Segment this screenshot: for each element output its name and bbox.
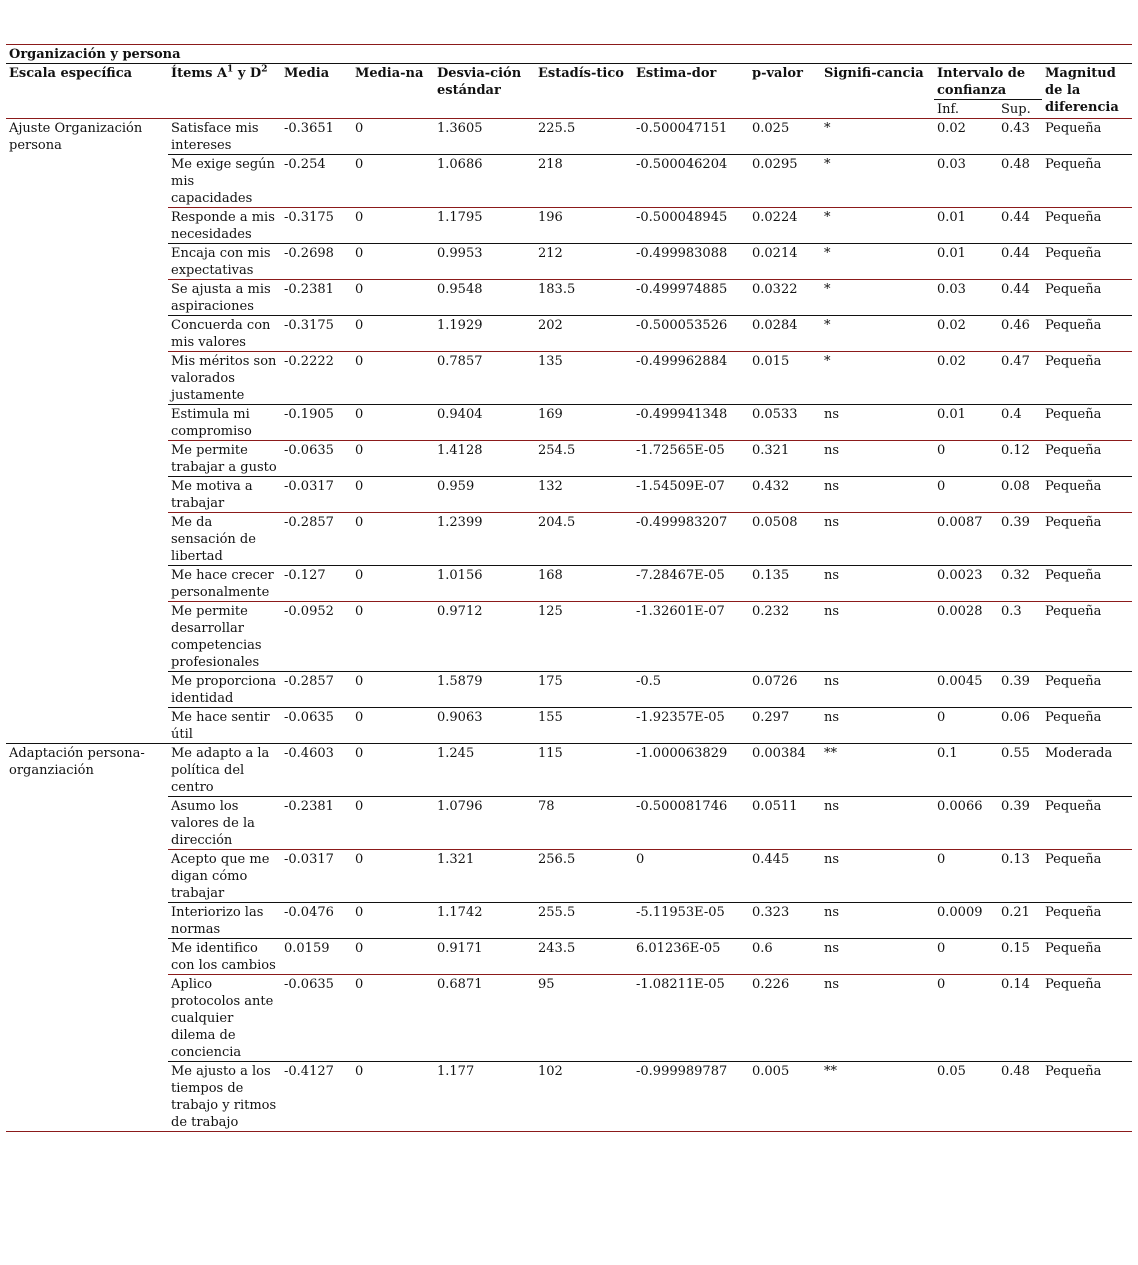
estadistico-cell: 202	[535, 316, 633, 352]
header-pvalor: p-valor	[749, 64, 821, 119]
significancia-cell: ns	[821, 477, 934, 513]
item-cell: Asumo los valores de la dirección	[168, 797, 281, 850]
estimador-cell: 6.01236E-05	[633, 939, 749, 975]
estimador-cell: -1.08211E-05	[633, 975, 749, 1062]
estadistico-cell: 78	[535, 797, 633, 850]
media-cell: 0.0159	[281, 939, 352, 975]
magnitud-cell: Pequeña	[1042, 708, 1132, 744]
mediana-cell: 0	[352, 1062, 434, 1132]
header-items: Ítems $A^1$ y $D^2$	[168, 64, 281, 119]
desviacion-cell: 1.4128	[434, 441, 535, 477]
mediana-cell: 0	[352, 850, 434, 903]
significancia-cell: *	[821, 280, 934, 316]
desviacion-cell: 0.9171	[434, 939, 535, 975]
sup-cell: 0.46	[998, 316, 1042, 352]
significancia-cell: *	[821, 352, 934, 405]
inf-cell: 0.05	[934, 1062, 998, 1132]
mediana-cell: 0	[352, 244, 434, 280]
table-row	[6, 566, 1132, 602]
header-magnitud: Magnitud de la diferencia	[1042, 64, 1132, 119]
magnitud-cell: Pequeña	[1042, 477, 1132, 513]
media-cell: -0.4127	[281, 1062, 352, 1132]
media-cell: -0.0635	[281, 708, 352, 744]
estadistico-cell: 183.5	[535, 280, 633, 316]
table-row	[6, 477, 1132, 513]
table-row	[6, 208, 1132, 244]
magnitud-cell: Pequeña	[1042, 975, 1132, 1062]
desviacion-cell: 0.9712	[434, 602, 535, 672]
magnitud-cell: Pequeña	[1042, 244, 1132, 280]
header-desviacion: Desvia-ción estándar	[434, 64, 535, 119]
item-cell: Acepto que me digan cómo trabajar	[168, 850, 281, 903]
desviacion-cell: 0.6871	[434, 975, 535, 1062]
significancia-cell: ns	[821, 850, 934, 903]
table-row	[6, 316, 1132, 352]
item-cell: Concuerda con mis valores	[168, 316, 281, 352]
estimador-cell: -7.28467E-05	[633, 566, 749, 602]
magnitud-cell: Pequeña	[1042, 513, 1132, 566]
significancia-cell: ns	[821, 441, 934, 477]
pvalor-cell: 0.323	[749, 903, 821, 939]
desviacion-cell: 1.0686	[434, 155, 535, 208]
estimador-cell: -0.500046204	[633, 155, 749, 208]
item-cell: Mis méritos son valorados justamente	[168, 352, 281, 405]
significancia-cell: ns	[821, 602, 934, 672]
pvalor-cell: 0.0295	[749, 155, 821, 208]
estadistico-cell: 218	[535, 155, 633, 208]
pvalor-cell: 0.0533	[749, 405, 821, 441]
table-row	[6, 441, 1132, 477]
magnitud-cell: Pequeña	[1042, 405, 1132, 441]
magnitud-cell: Pequeña	[1042, 208, 1132, 244]
desviacion-cell: 1.3605	[434, 119, 535, 155]
pvalor-cell: 0.0224	[749, 208, 821, 244]
significancia-cell: ns	[821, 939, 934, 975]
header-escala: Escala específica	[6, 64, 168, 119]
desviacion-cell: 0.7857	[434, 352, 535, 405]
pvalor-cell: 0.232	[749, 602, 821, 672]
inf-cell: 0	[934, 939, 998, 975]
media-cell: -0.127	[281, 566, 352, 602]
mediana-cell: 0	[352, 797, 434, 850]
magnitud-cell: Pequeña	[1042, 280, 1132, 316]
estimador-cell: -5.11953E-05	[633, 903, 749, 939]
estadistico-cell: 95	[535, 975, 633, 1062]
inf-cell: 0.01	[934, 208, 998, 244]
desviacion-cell: 0.9548	[434, 280, 535, 316]
table-row	[6, 975, 1132, 1062]
sup-cell: 0.06	[998, 708, 1042, 744]
estimador-cell: -0.500081746	[633, 797, 749, 850]
desviacion-cell: 1.2399	[434, 513, 535, 566]
media-cell: -0.4603	[281, 744, 352, 797]
item-cell: Satisface mis intereses	[168, 119, 281, 155]
desviacion-cell: 0.9063	[434, 708, 535, 744]
media-cell: -0.2698	[281, 244, 352, 280]
significancia-cell: *	[821, 155, 934, 208]
estadistico-cell: 196	[535, 208, 633, 244]
media-cell: -0.0952	[281, 602, 352, 672]
item-cell: Encaja con mis expectativas	[168, 244, 281, 280]
estadistico-cell: 102	[535, 1062, 633, 1132]
significancia-cell: ns	[821, 672, 934, 708]
sup-cell: 0.44	[998, 208, 1042, 244]
magnitud-cell: Pequeña	[1042, 352, 1132, 405]
inf-cell: 0	[934, 708, 998, 744]
estadistico-cell: 254.5	[535, 441, 633, 477]
table-row	[6, 708, 1132, 744]
mediana-cell: 0	[352, 280, 434, 316]
estadistico-cell: 212	[535, 244, 633, 280]
mediana-cell: 0	[352, 566, 434, 602]
inf-cell: 0.01	[934, 405, 998, 441]
media-cell: -0.2381	[281, 797, 352, 850]
media-cell: -0.0635	[281, 975, 352, 1062]
significancia-cell: *	[821, 316, 934, 352]
pvalor-cell: 0.00384	[749, 744, 821, 797]
sup-cell: 0.55	[998, 744, 1042, 797]
pvalor-cell: 0.226	[749, 975, 821, 1062]
significancia-cell: *	[821, 208, 934, 244]
estadistico-cell: 168	[535, 566, 633, 602]
pvalor-cell: 0.025	[749, 119, 821, 155]
magnitud-cell: Pequeña	[1042, 602, 1132, 672]
media-cell: -0.3175	[281, 316, 352, 352]
significancia-cell: ns	[821, 405, 934, 441]
desviacion-cell: 0.9404	[434, 405, 535, 441]
sup-cell: 0.15	[998, 939, 1042, 975]
header-inf: Inf.	[934, 100, 998, 119]
estimador-cell: -0.499983088	[633, 244, 749, 280]
magnitud-cell: Pequeña	[1042, 155, 1132, 208]
item-cell: Aplico protocolos ante cualquier dilema de conciencia	[168, 975, 281, 1062]
desviacion-cell: 1.245	[434, 744, 535, 797]
sup-cell: 0.12	[998, 441, 1042, 477]
table-row	[6, 155, 1132, 208]
table-row	[6, 244, 1132, 280]
estimador-cell: -0.499983207	[633, 513, 749, 566]
significancia-cell: ns	[821, 708, 934, 744]
item-cell: Interiorizo las normas	[168, 903, 281, 939]
magnitud-cell: Moderada	[1042, 744, 1132, 797]
item-cell: Me exige según mis capacidades	[168, 155, 281, 208]
media-cell: -0.1905	[281, 405, 352, 441]
pvalor-cell: 0.6	[749, 939, 821, 975]
inf-cell: 0.1	[934, 744, 998, 797]
item-cell: Me hace crecer personalmente	[168, 566, 281, 602]
inf-cell: 0.0028	[934, 602, 998, 672]
header-estadistico: Estadís-tico	[535, 64, 633, 119]
magnitud-cell: Pequeña	[1042, 566, 1132, 602]
sup-cell: 0.13	[998, 850, 1042, 903]
media-cell: -0.254	[281, 155, 352, 208]
estimador-cell: -0.499941348	[633, 405, 749, 441]
estimador-cell: -0.499962884	[633, 352, 749, 405]
sup-cell: 0.39	[998, 672, 1042, 708]
sup-cell: 0.43	[998, 119, 1042, 155]
mediana-cell: 0	[352, 316, 434, 352]
pvalor-cell: 0.0508	[749, 513, 821, 566]
table-row	[6, 797, 1132, 850]
desviacion-cell: 1.1795	[434, 208, 535, 244]
sup-cell: 0.48	[998, 1062, 1042, 1132]
sup-cell: 0.4	[998, 405, 1042, 441]
pvalor-cell: 0.297	[749, 708, 821, 744]
desviacion-cell: 0.959	[434, 477, 535, 513]
estimador-cell: -1.000063829	[633, 744, 749, 797]
inf-cell: 0.02	[934, 352, 998, 405]
magnitud-cell: Pequeña	[1042, 441, 1132, 477]
inf-cell: 0.03	[934, 280, 998, 316]
estadistico-cell: 155	[535, 708, 633, 744]
mediana-cell: 0	[352, 975, 434, 1062]
estadistico-cell: 243.5	[535, 939, 633, 975]
table-row	[6, 513, 1132, 566]
desviacion-cell: 1.1742	[434, 903, 535, 939]
table-row	[6, 119, 1132, 155]
header-media: Media	[281, 64, 352, 119]
pvalor-cell: 0.005	[749, 1062, 821, 1132]
mediana-cell: 0	[352, 441, 434, 477]
estimador-cell: -0.499974885	[633, 280, 749, 316]
magnitud-cell: Pequeña	[1042, 850, 1132, 903]
item-cell: Me ajusto a los tiempos de trabajo y ritmos de trabajo	[168, 1062, 281, 1132]
media-cell: -0.3651	[281, 119, 352, 155]
item-cell: Me hace sentir útil	[168, 708, 281, 744]
sup-cell: 0.3	[998, 602, 1042, 672]
mediana-cell: 0	[352, 708, 434, 744]
inf-cell: 0.01	[934, 244, 998, 280]
pvalor-cell: 0.0214	[749, 244, 821, 280]
inf-cell: 0	[934, 441, 998, 477]
desviacion-cell: 1.1929	[434, 316, 535, 352]
estadistico-cell: 204.5	[535, 513, 633, 566]
media-cell: -0.2857	[281, 513, 352, 566]
table-row	[6, 850, 1132, 903]
mediana-cell: 0	[352, 352, 434, 405]
significancia-cell: **	[821, 744, 934, 797]
table-row	[6, 672, 1132, 708]
header-intervalo: Intervalo de confianza	[934, 64, 1042, 100]
mediana-cell: 0	[352, 939, 434, 975]
item-cell: Me proporciona identidad	[168, 672, 281, 708]
scale-cell: Adaptación persona-organziación	[6, 744, 168, 1132]
pvalor-cell: 0.0284	[749, 316, 821, 352]
significancia-cell: ns	[821, 903, 934, 939]
desviacion-cell: 1.177	[434, 1062, 535, 1132]
table-row	[6, 903, 1132, 939]
mediana-cell: 0	[352, 513, 434, 566]
header-sup: Sup.	[998, 100, 1042, 119]
significancia-cell: ns	[821, 566, 934, 602]
magnitud-cell: Pequeña	[1042, 119, 1132, 155]
mediana-cell: 0	[352, 119, 434, 155]
mediana-cell: 0	[352, 155, 434, 208]
item-cell: Se ajusta a mis aspiraciones	[168, 280, 281, 316]
item-cell: Me adapto a la política del centro	[168, 744, 281, 797]
mediana-cell: 0	[352, 208, 434, 244]
estadistico-cell: 225.5	[535, 119, 633, 155]
magnitud-cell: Pequeña	[1042, 672, 1132, 708]
estimador-cell: -1.92357E-05	[633, 708, 749, 744]
estadistico-cell: 255.5	[535, 903, 633, 939]
desviacion-cell: 1.321	[434, 850, 535, 903]
sup-cell: 0.48	[998, 155, 1042, 208]
significancia-cell: *	[821, 119, 934, 155]
inf-cell: 0.02	[934, 119, 998, 155]
inf-cell: 0	[934, 975, 998, 1062]
estadistico-cell: 175	[535, 672, 633, 708]
estimador-cell: 0	[633, 850, 749, 903]
magnitud-cell: Pequeña	[1042, 1062, 1132, 1132]
table-row	[6, 1062, 1132, 1132]
item-cell: Me identifico con los cambios	[168, 939, 281, 975]
estimador-cell: -1.54509E-07	[633, 477, 749, 513]
sup-cell: 0.44	[998, 280, 1042, 316]
estadistico-cell: 256.5	[535, 850, 633, 903]
item-cell: Me da sensación de libertad	[168, 513, 281, 566]
estimador-cell: -0.500047151	[633, 119, 749, 155]
statistics-table	[6, 44, 1132, 1132]
mediana-cell: 0	[352, 405, 434, 441]
desviacion-cell: 1.0156	[434, 566, 535, 602]
table-row	[6, 602, 1132, 672]
estimador-cell: -1.72565E-05	[633, 441, 749, 477]
desviacion-cell: 1.5879	[434, 672, 535, 708]
magnitud-cell: Pequeña	[1042, 316, 1132, 352]
pvalor-cell: 0.321	[749, 441, 821, 477]
pvalor-cell: 0.0322	[749, 280, 821, 316]
media-cell: -0.0317	[281, 477, 352, 513]
mediana-cell: 0	[352, 477, 434, 513]
pvalor-cell: 0.445	[749, 850, 821, 903]
header-significancia: Signifi-cancia	[821, 64, 934, 119]
media-cell: -0.0317	[281, 850, 352, 903]
estimador-cell: -0.5	[633, 672, 749, 708]
estimador-cell: -0.500053526	[633, 316, 749, 352]
sup-cell: 0.08	[998, 477, 1042, 513]
inf-cell: 0	[934, 477, 998, 513]
table-row	[6, 405, 1132, 441]
inf-cell: 0.0009	[934, 903, 998, 939]
estimador-cell: -1.32601E-07	[633, 602, 749, 672]
media-cell: -0.2222	[281, 352, 352, 405]
table-title: Organización y persona	[6, 45, 1132, 64]
sup-cell: 0.39	[998, 797, 1042, 850]
media-cell: -0.2857	[281, 672, 352, 708]
sup-cell: 0.21	[998, 903, 1042, 939]
inf-cell: 0.0045	[934, 672, 998, 708]
mediana-cell: 0	[352, 744, 434, 797]
pvalor-cell: 0.0726	[749, 672, 821, 708]
estadistico-cell: 135	[535, 352, 633, 405]
scale-cell: Ajuste Organización persona	[6, 119, 168, 744]
pvalor-cell: 0.135	[749, 566, 821, 602]
mediana-cell: 0	[352, 602, 434, 672]
item-cell: Me permite desarrollar competencias profesionales	[168, 602, 281, 672]
significancia-cell: *	[821, 244, 934, 280]
pvalor-cell: 0.432	[749, 477, 821, 513]
media-cell: -0.0635	[281, 441, 352, 477]
inf-cell: 0.02	[934, 316, 998, 352]
header-estimador: Estima-dor	[633, 64, 749, 119]
estadistico-cell: 132	[535, 477, 633, 513]
table-row	[6, 939, 1132, 975]
significancia-cell: **	[821, 1062, 934, 1132]
desviacion-cell: 1.0796	[434, 797, 535, 850]
item-cell: Estimula mi compromiso	[168, 405, 281, 441]
item-cell: Responde a mis necesidades	[168, 208, 281, 244]
sup-cell: 0.14	[998, 975, 1042, 1062]
media-cell: -0.3175	[281, 208, 352, 244]
media-cell: -0.0476	[281, 903, 352, 939]
magnitud-cell: Pequeña	[1042, 939, 1132, 975]
estadistico-cell: 125	[535, 602, 633, 672]
significancia-cell: ns	[821, 797, 934, 850]
pvalor-cell: 0.015	[749, 352, 821, 405]
header-mediana: Media-na	[352, 64, 434, 119]
significancia-cell: ns	[821, 975, 934, 1062]
inf-cell: 0.03	[934, 155, 998, 208]
inf-cell: 0.0087	[934, 513, 998, 566]
inf-cell: 0.0023	[934, 566, 998, 602]
estimador-cell: -0.500048945	[633, 208, 749, 244]
mediana-cell: 0	[352, 672, 434, 708]
estadistico-cell: 115	[535, 744, 633, 797]
sup-cell: 0.47	[998, 352, 1042, 405]
item-cell: Me motiva a trabajar	[168, 477, 281, 513]
desviacion-cell: 0.9953	[434, 244, 535, 280]
media-cell: -0.2381	[281, 280, 352, 316]
pvalor-cell: 0.0511	[749, 797, 821, 850]
sup-cell: 0.44	[998, 244, 1042, 280]
sup-cell: 0.32	[998, 566, 1042, 602]
table-row	[6, 280, 1132, 316]
significancia-cell: ns	[821, 513, 934, 566]
table-row	[6, 352, 1132, 405]
magnitud-cell: Pequeña	[1042, 903, 1132, 939]
table-body	[6, 119, 1132, 1132]
mediana-cell: 0	[352, 903, 434, 939]
table-row	[6, 744, 1132, 797]
estadistico-cell: 169	[535, 405, 633, 441]
estimador-cell: -0.999989787	[633, 1062, 749, 1132]
inf-cell: 0	[934, 850, 998, 903]
sup-cell: 0.39	[998, 513, 1042, 566]
item-cell: Me permite trabajar a gusto	[168, 441, 281, 477]
inf-cell: 0.0066	[934, 797, 998, 850]
magnitud-cell: Pequeña	[1042, 797, 1132, 850]
